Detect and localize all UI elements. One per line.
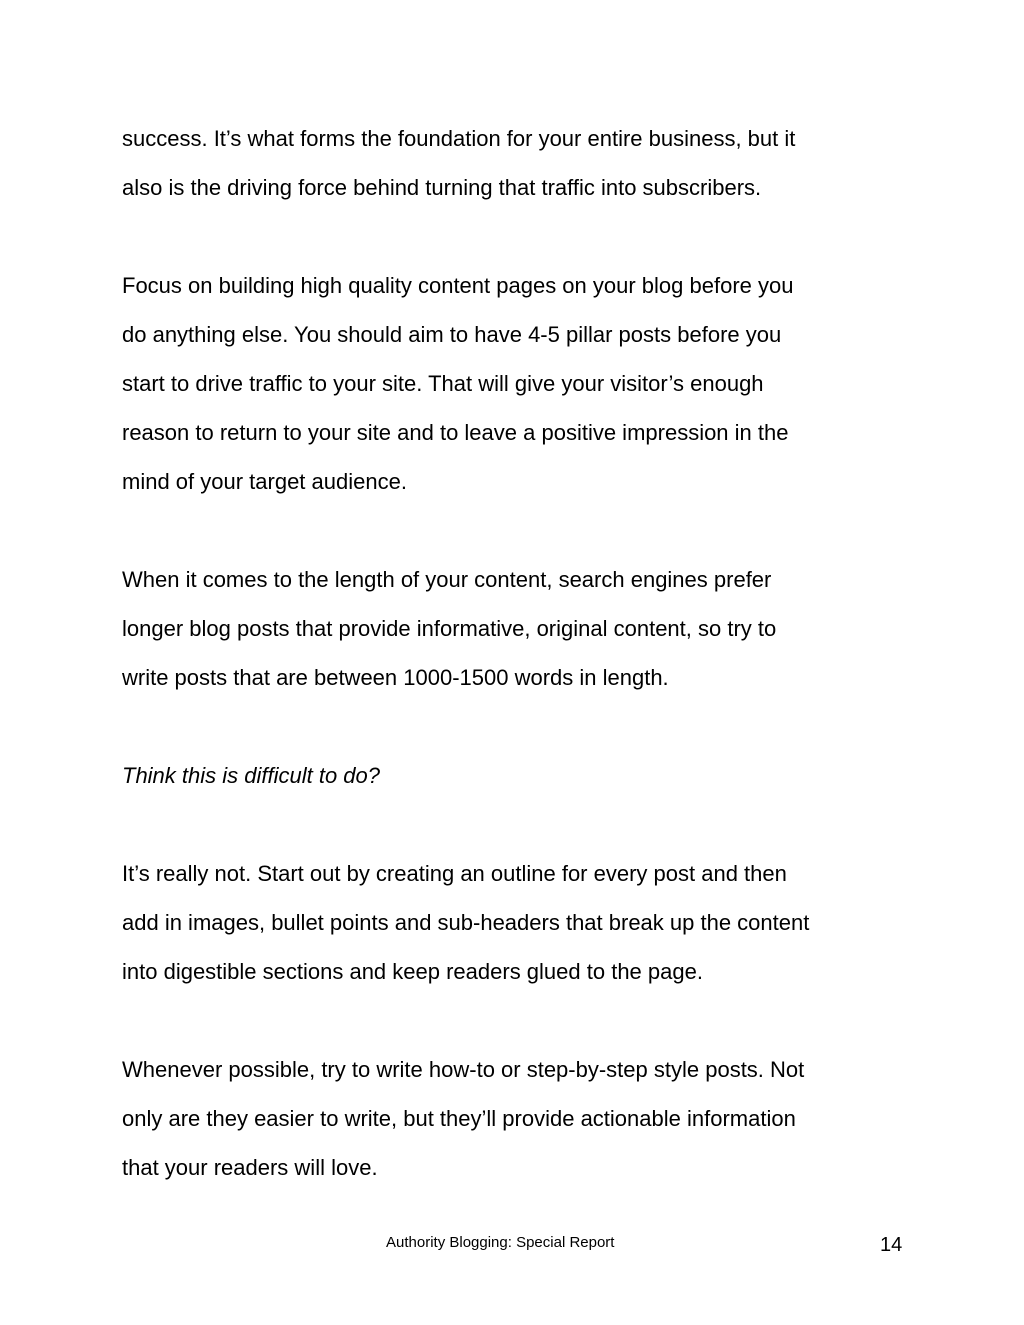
text-line: When it comes to the length of your content, search engines prefer <box>122 567 772 592</box>
text-line: Think this is difficult to do? <box>122 763 381 788</box>
text-line: longer blog posts that provide informative, original content, so try to <box>122 616 777 641</box>
text-line: do anything else. You should aim to have 4-5 pillar posts before you <box>122 322 782 347</box>
paragraph-focus-content <box>122 261 912 506</box>
paragraph-content-length <box>122 555 912 702</box>
text-line: It’s really not. Start out by creating an outline for every post and then <box>122 861 787 886</box>
text-line: reason to return to your site and to leave a positive impression in the <box>122 420 789 445</box>
text-line: also is the driving force behind turning that traffic into subscribers. <box>122 175 762 200</box>
paragraph-outline-tip <box>122 849 912 996</box>
footer-title: Authority Blogging: Special Report <box>386 1234 615 1251</box>
text-line: start to drive traffic to your site. That will give your visitor’s enough <box>122 371 764 396</box>
text-line: mind of your target audience. <box>122 469 407 494</box>
paragraph-foundation <box>122 114 912 212</box>
text-line: that your readers will love. <box>122 1155 378 1180</box>
text-line: success. It’s what forms the foundation for your entire business, but it <box>122 126 796 151</box>
text-line: only are they easier to write, but they’ll provide actionable information <box>122 1106 796 1131</box>
paragraph-question <box>122 751 912 800</box>
paragraph-how-to-posts <box>122 1045 912 1192</box>
text-line: into digestible sections and keep readers glued to the page. <box>122 959 703 984</box>
text-line: add in images, bullet points and sub-headers that break up the content <box>122 910 810 935</box>
text-line: write posts that are between 1000-1500 words in length. <box>122 665 669 690</box>
text-line: Whenever possible, try to write how-to or step-by-step style posts. Not <box>122 1057 805 1082</box>
page-number: 14 <box>880 1234 903 1256</box>
body-text <box>122 114 912 1241</box>
text-line: Focus on building high quality content pages on your blog before you <box>122 273 794 298</box>
